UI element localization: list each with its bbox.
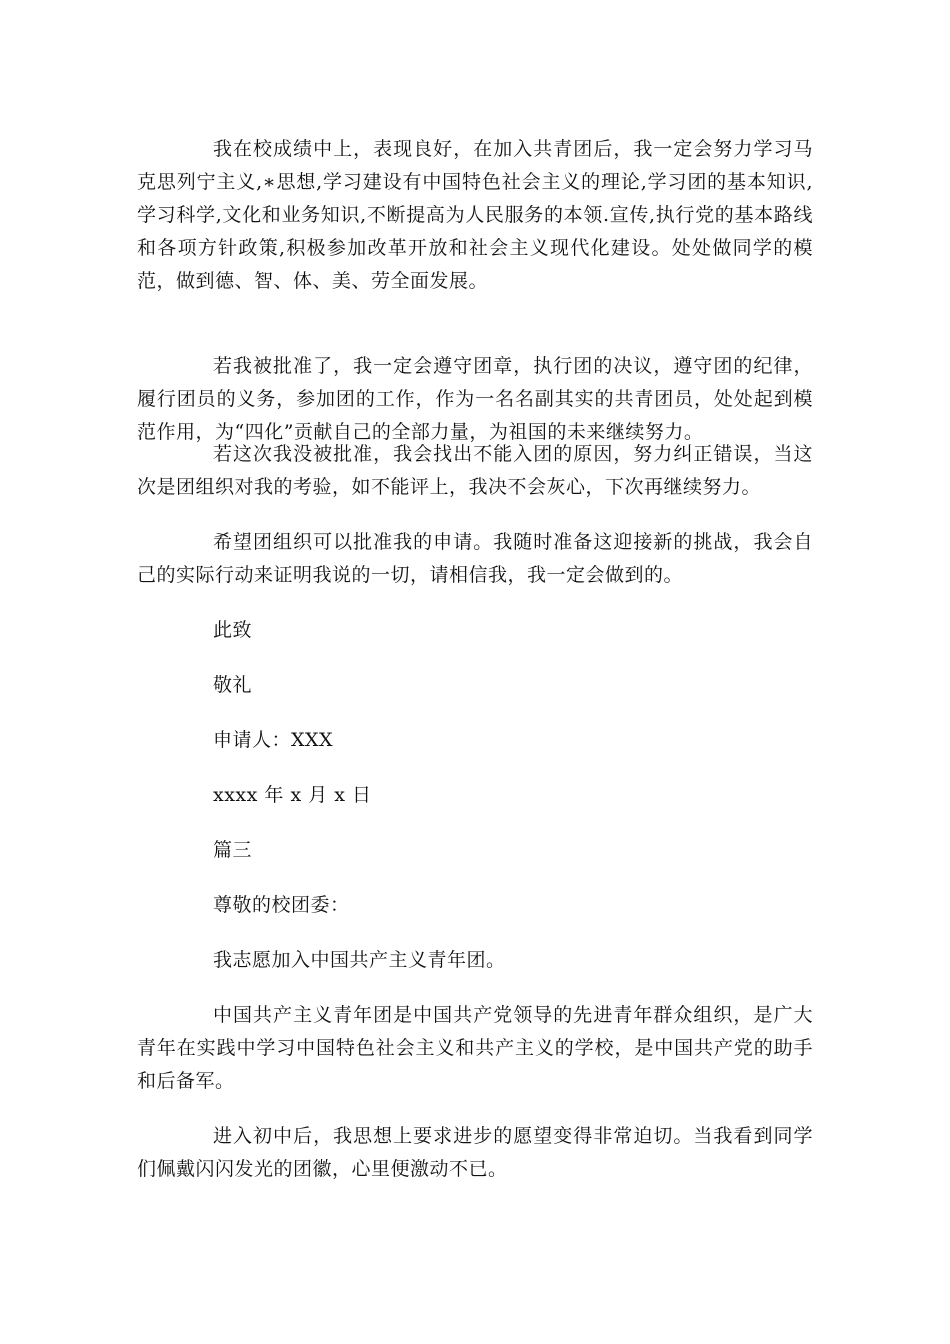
closing-jing-li: 敬礼 [213, 674, 253, 696]
paragraph-study-commitment: 我在校成绩中上，表现良好，在加入共青团后，我一定会努力学习马克思列宁主义,∗思想,学习建设有中国特色社会主义的理论,学习团的基本知识,学习科学,文化和业务知识,不断提高为人民服务的本领.宣传,执行党的基本路线和各项方针政策,积极参加改革开放和社会主义现代化建设。处处做同学的模范，做到德、智、体、美、劳全面发展。 [137, 138, 813, 292]
applicant-line: 申请人：XXX [213, 729, 334, 751]
paragraph-hope: 希望团组织可以批准我的申请。我随时准备这迎接新的挑战，我会自己的实际行动来证明我说的一切，请相信我，我一定会做到的。 [137, 531, 813, 586]
salutation: 尊敬的校团委： [213, 894, 350, 916]
paragraph-if-approved: 若我被批准了，我一定会遵守团章，执行团的决议，遵守团的纪律，履行团员的义务，参加团的工作，作为一名名副其实的共青团员，处处起到模范作用，为“四化”贡献自己的全部力量，为祖国的未来继续努力。 [137, 355, 813, 443]
paragraph-league-description: 中国共产主义青年团是中国共产党领导的先进青年群众组织，是广大青年在实践中学习中国特色社会主义和共产主义的学校，是中国共产党的助手和后备军。 [137, 1004, 813, 1092]
paragraph-junior-high: 进入初中后，我思想上要求进步的愿望变得非常迫切。当我看到同学们佩戴闪闪发光的团徽，心里便激动不已。 [137, 1125, 813, 1180]
section-heading: 篇三 [213, 839, 253, 861]
closing-ci-zhi: 此致 [213, 619, 253, 641]
paragraph-volunteer: 我志愿加入中国共产主义青年团。 [213, 949, 506, 971]
date-line: xxxx 年 x 月 x 日 [213, 784, 372, 806]
paragraph-if-not-approved: 若这次我没被批准，我会找出不能入团的原因，努力纠正错误，当这次是团组织对我的考验，如不能评上，我决不会灰心，下次再继续努力。 [137, 443, 813, 498]
